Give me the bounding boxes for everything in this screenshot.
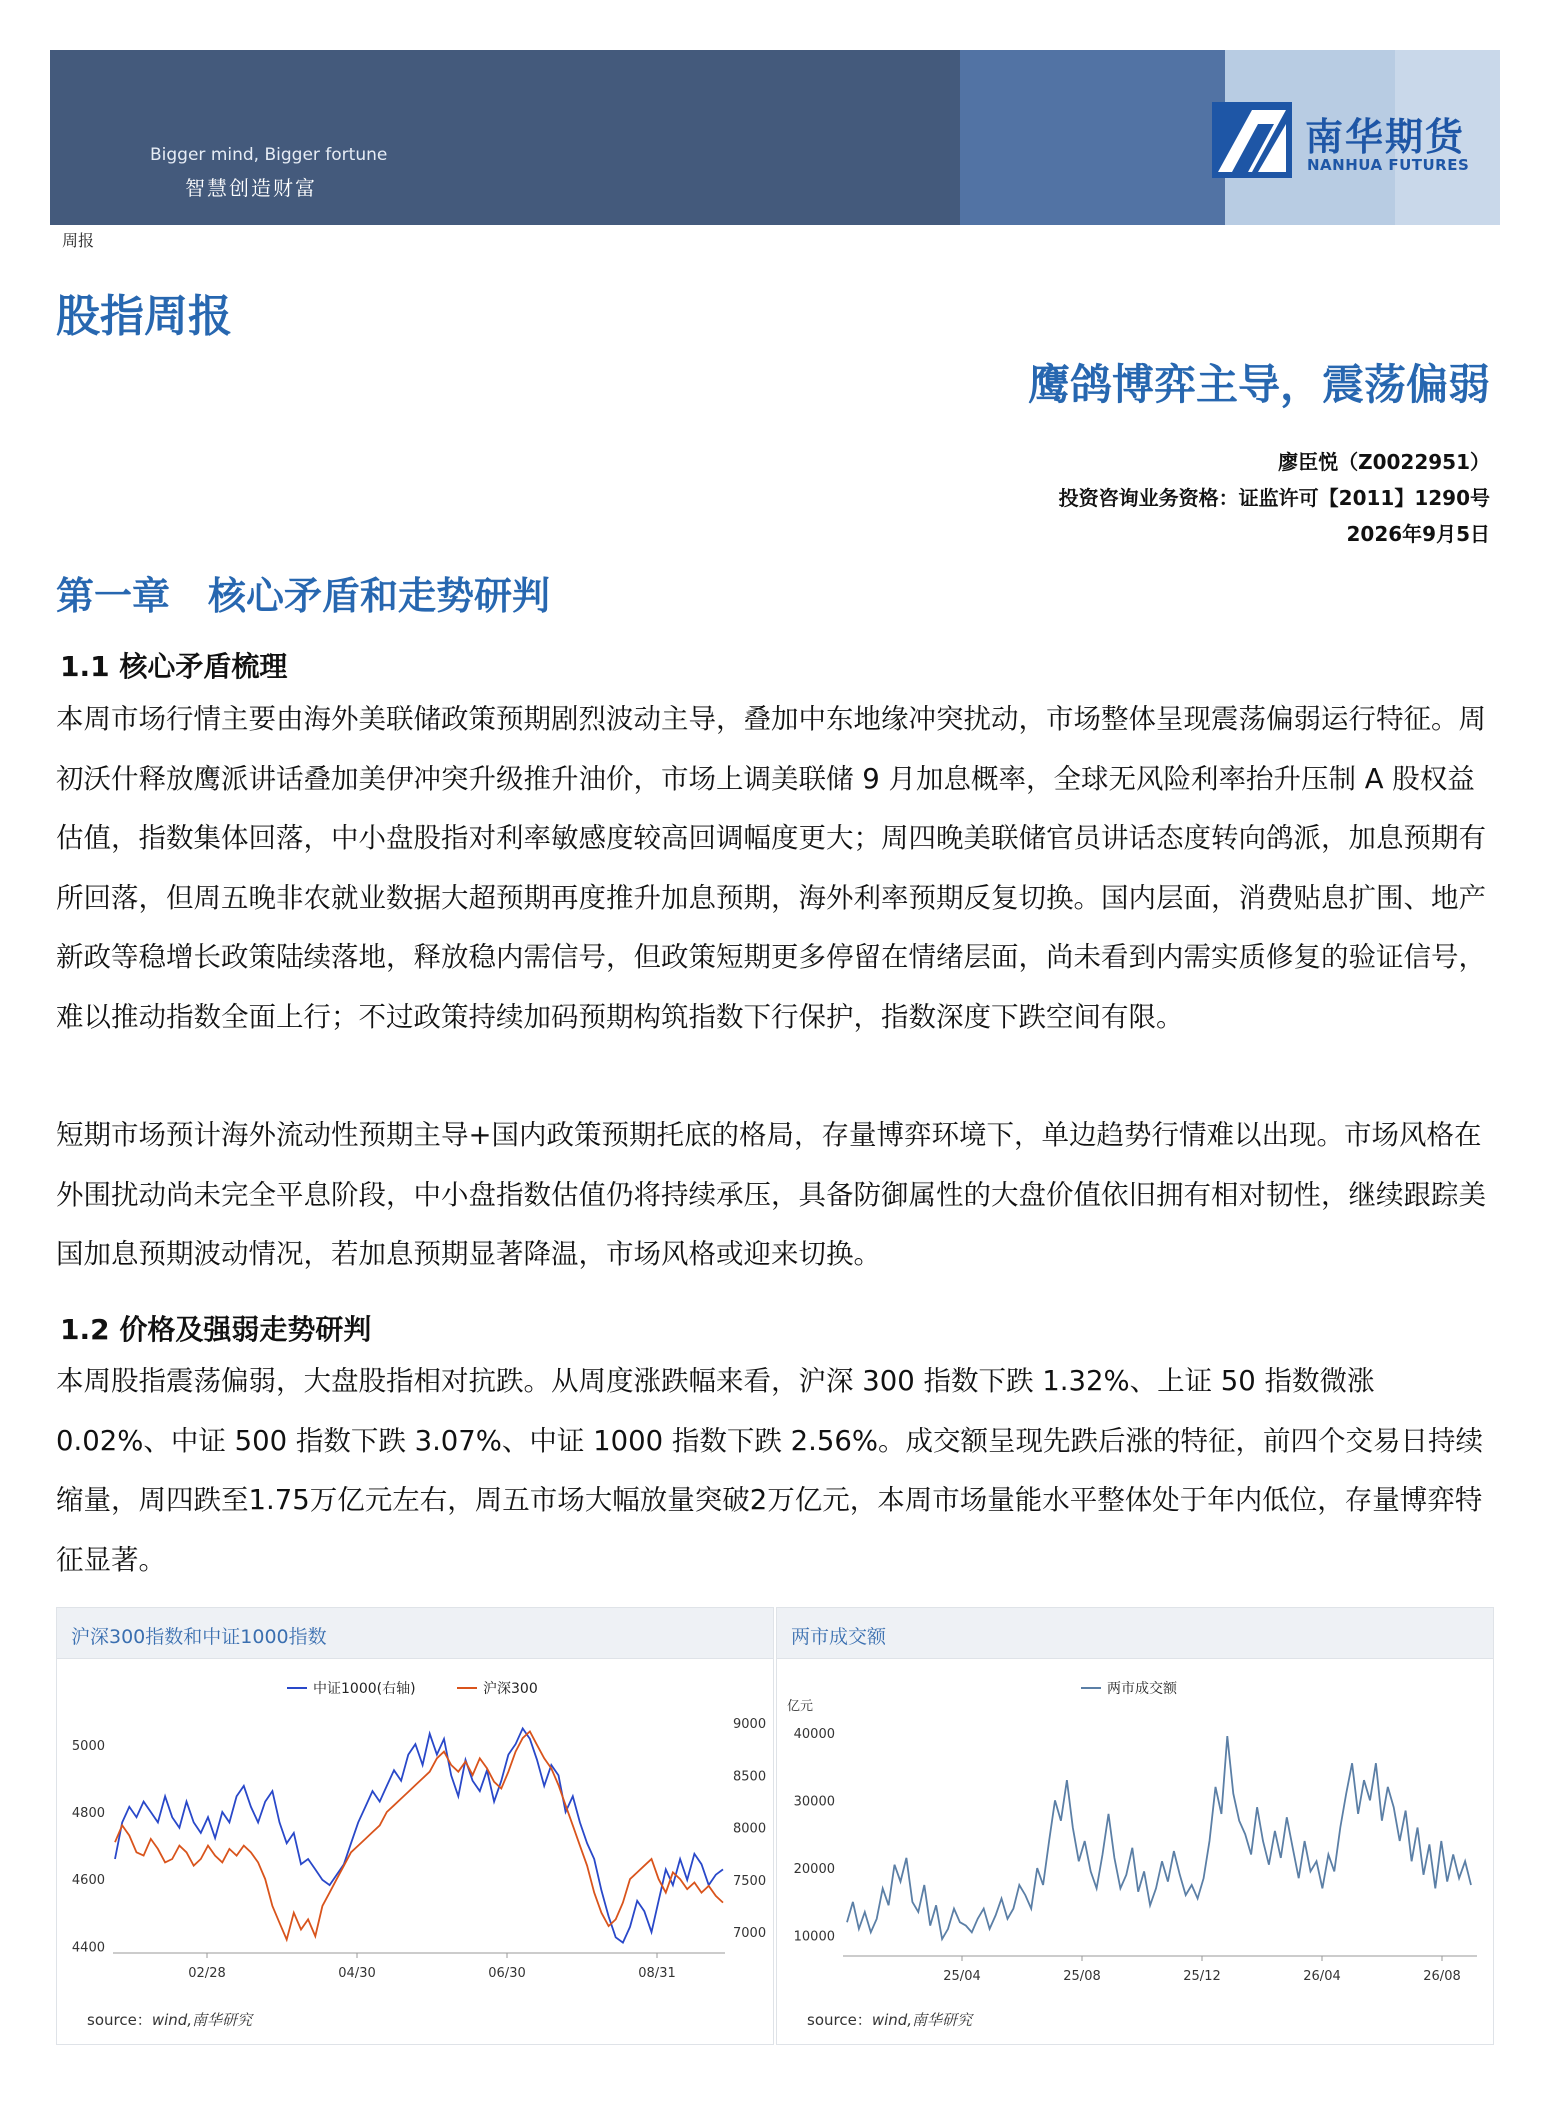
- turnover-line-chart: [777, 1658, 1493, 1988]
- document-type-label: 周报: [62, 231, 95, 250]
- y-left-tick-label: 4600: [71, 1873, 105, 1889]
- y-right-tick-label: 8500: [733, 1769, 767, 1785]
- y-unit-label: 亿元: [787, 1699, 814, 1714]
- x-tick-label: 02/28: [188, 1966, 226, 1981]
- y-right-tick-label: 9000: [733, 1717, 767, 1733]
- legend-label: 两市成交额: [1107, 1681, 1177, 1697]
- chart-panel-turnover: [776, 1607, 1494, 2045]
- chart-panel-header: [777, 1608, 1493, 1659]
- series-line: [847, 1736, 1471, 1939]
- qualification: 投资咨询业务资格：证监许可【2011】1290号: [1058, 486, 1490, 510]
- x-tick-label: 26/04: [1303, 1969, 1341, 1984]
- report-date: 2026年9月5日: [1346, 522, 1490, 546]
- logo-name-chinese: 南华期货: [1305, 115, 1466, 159]
- legend-label: 中证1000(右轴): [313, 1681, 416, 1697]
- x-tick-label: 25/12: [1183, 1969, 1221, 1984]
- report-headline: 鹰鸽博弈主导，震荡偏弱: [1027, 360, 1490, 409]
- author: 廖臣悦（Z0022951）: [1278, 450, 1490, 474]
- section-1-1-paragraph-1: 本周市场行情主要由海外美联储政策预期剧烈波动主导，叠加中东地缘冲突扰动，市场整体呈现震荡偏弱运行特征。周初沃什释放鹰派讲话叠加美伊冲突升级推升油价，市场上调美联储 9 月加息概率，全球无风险利率抬升压制 A 股权益估值，指数集体回落，中小盘股指对利率敏感度较高回调幅度更大；周四晚美联储官员讲话态度转向鸽派，加息预期有所回落，但周五晚非农就业数据大超预期再度推升加息预期，海外利率预期反复切换。国内层面，消费贴息扩围、地产新政等稳增长政策陆续落地，释放稳内需信号，但政策短期更多停留在情绪层面，尚未看到内需实质修复的验证信号，难以推动指数全面上行；不过政策持续加码预期构筑指数下行保护，指数深度下跌空间有限。: [56, 703, 1486, 1033]
- chart-panel-index: [56, 1607, 774, 2045]
- y-tick-label: 30000: [793, 1794, 835, 1810]
- y-tick-label: 20000: [793, 1862, 835, 1878]
- section-1-2-paragraph-1: 本周股指震荡偏弱，大盘股指相对抗跌。从周度涨跌幅来看，沪深 300 指数下跌 1.32%、上证 50 指数微涨 0.02%、中证 500 指数下跌 3.07%、中证 1000 指数下跌 2.56%。成交额呈现先跌后涨的特征，前四个交易日持续缩量，周四跌至1.75万亿元左右，周五市场大幅放量突破2万亿元，本周市场量能水平整体处于年内低位，存量博弈特征显著。: [56, 1365, 1484, 1576]
- y-left-tick-label: 4800: [71, 1806, 105, 1821]
- y-tick-label: 40000: [793, 1726, 835, 1742]
- y-right-tick-label: 7500: [733, 1873, 767, 1889]
- y-left-tick-label: 5000: [71, 1738, 105, 1754]
- logo-name-english: NANHUA FUTURES: [1307, 156, 1470, 174]
- x-tick-label: 25/04: [943, 1969, 981, 1984]
- banner-accent-block: [960, 50, 1225, 225]
- index-line-chart: [57, 1658, 773, 1988]
- legend-label: 沪深300: [483, 1681, 538, 1697]
- nanhua-logo-icon: [1212, 102, 1292, 178]
- slogan-english: Bigger mind, Bigger fortune: [150, 145, 388, 165]
- section-1-1-paragraph-2: 短期市场预计海外流动性预期主导+国内政策预期托底的格局，存量博弈环境下，单边趋势行情难以出现。市场风格在外围扰动尚未完全平息阶段，中小盘指数估值仍将持续承压，具备防御属性的大盘价值依旧拥有相对韧性，继续跟踪美国加息预期波动情况，若加息预期显著降温，市场风格或迎来切换。: [56, 1119, 1486, 1270]
- y-tick-label: 10000: [793, 1929, 835, 1945]
- chart-panel-header: [57, 1608, 773, 1659]
- series-line: [115, 1728, 723, 1942]
- slogan-chinese: 智慧创造财富: [185, 176, 317, 200]
- chapter-title: 第一章 核心矛盾和走势研判: [56, 574, 551, 618]
- section-title-1-1: 1.1 核心矛盾梳理: [60, 650, 288, 683]
- chart-source: source：wind,南华研究: [807, 2011, 973, 2029]
- section-title-1-2: 1.2 价格及强弱走势研判: [60, 1313, 372, 1346]
- x-tick-label: 26/08: [1423, 1969, 1461, 1984]
- y-right-tick-label: 8000: [733, 1821, 767, 1837]
- series-line: [115, 1731, 723, 1939]
- chart-source: source：wind,南华研究: [87, 2011, 253, 2029]
- chart-panel-title: 两市成交额: [791, 1626, 887, 1648]
- x-tick-label: 06/30: [488, 1966, 526, 1981]
- x-tick-label: 08/31: [638, 1966, 676, 1981]
- header-banner: [50, 50, 1500, 225]
- y-left-tick-label: 4400: [71, 1940, 105, 1956]
- chart-panel-title: 沪深300指数和中证1000指数: [71, 1626, 327, 1648]
- x-tick-label: 25/08: [1063, 1969, 1101, 1984]
- x-tick-label: 04/30: [338, 1966, 376, 1981]
- y-right-tick-label: 7000: [733, 1926, 767, 1942]
- report-title: 股指周报: [56, 291, 232, 342]
